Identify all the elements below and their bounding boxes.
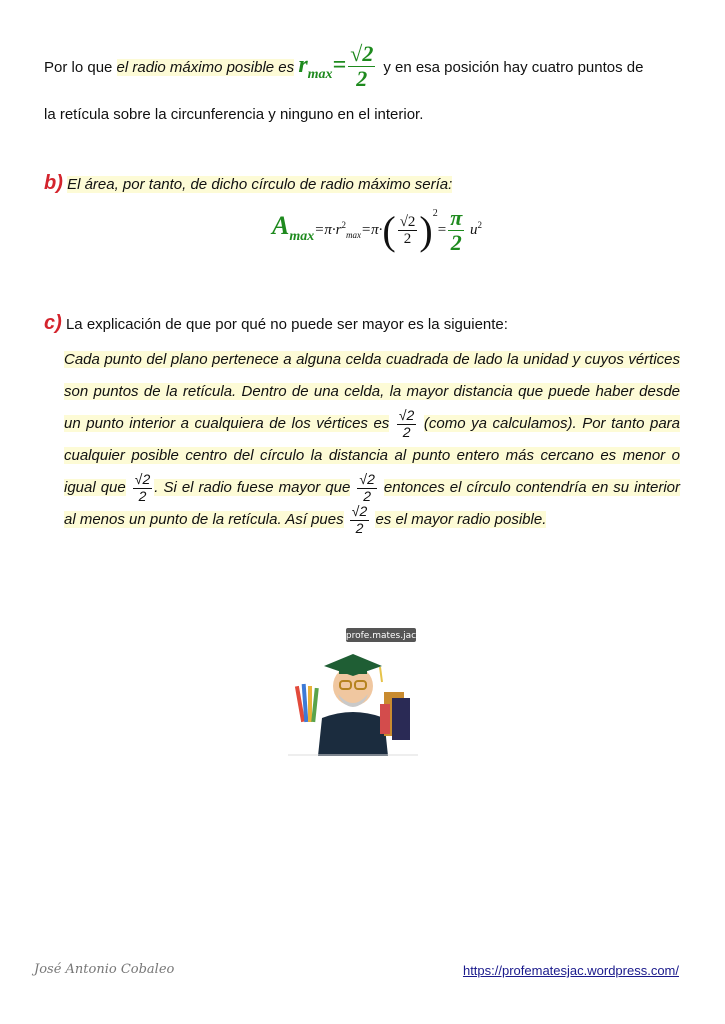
unit-sup: 2 bbox=[477, 220, 482, 231]
explanation-part-4: entonces el círculo contendría en su interior al menos un punto de la retícula. Así pues bbox=[64, 479, 681, 528]
formula-inner-fraction: $\frac{√2}{2}$ bbox=[399, 213, 416, 248]
pi-num: π bbox=[450, 205, 463, 230]
footer-link[interactable]: https://profematesjac.wordpress.com/ bbox=[462, 963, 679, 978]
area-formula: $A_{max}=\pi\cdot r^2_{max}=\pi\cdot$( $\frac{√2}{2}$ )$^2$= $\frac{\pi}{2}$ $u^2$ bbox=[272, 205, 482, 256]
part-b-letter: b) bbox=[44, 172, 63, 194]
formula-eq: = bbox=[437, 222, 447, 239]
r-subscript: max bbox=[307, 67, 333, 82]
area-subscript: max bbox=[289, 229, 315, 245]
formula-pi-2: =π· bbox=[360, 222, 383, 239]
equals-sign: = bbox=[332, 52, 347, 79]
sqrt2-over-2-fraction: $\frac{√2}{2}$ bbox=[351, 503, 368, 536]
explanation-paragraph bbox=[64, 344, 680, 536]
sqrt2-over-2-fraction: $\frac{√2}{2}$ bbox=[398, 407, 415, 440]
rmax-fraction: $\frac{√2}{2}$ bbox=[350, 41, 374, 92]
part-c-letter: c) bbox=[44, 312, 62, 334]
pi-fraction bbox=[448, 206, 464, 255]
rmax-formula bbox=[298, 41, 383, 92]
intro-suffix: y en esa posición hay cuatro puntos de bbox=[383, 59, 644, 77]
footer-author: José Antonio Cobaleo bbox=[34, 962, 175, 977]
formula-r-sup: 2 bbox=[341, 220, 346, 231]
sqrt2-over-2-fraction: $\frac{√2}{2}$ bbox=[359, 471, 375, 504]
books bbox=[380, 692, 410, 740]
part-c bbox=[44, 312, 508, 335]
unit: u bbox=[469, 222, 478, 239]
explanation-part-3: . Si el radio fuese mayor que bbox=[154, 479, 351, 496]
rmax-sqrt-num: 2 bbox=[362, 41, 374, 66]
explanation-part-1: Cada punto del plano pertenece a alguna celda cuadrada de lado la unidad y cuyos vértices son puntos de la retícula. Dentro de una celda, la mayor distancia que puede haber desde un punto interior a cualquiera de los vértices es bbox=[64, 351, 680, 432]
avatar-body bbox=[318, 712, 388, 756]
teacher-avatar-illustration bbox=[288, 626, 418, 756]
intro-line bbox=[44, 42, 684, 91]
pi-den: 2 bbox=[450, 230, 462, 256]
rmax-den: 2 bbox=[356, 66, 368, 92]
part-b-text: El área, por tanto, de dicho círculo de radio máximo sería: bbox=[67, 176, 453, 193]
intro-highlight: el radio máximo posible es bbox=[116, 59, 295, 77]
formula-outer-exp: 2 bbox=[432, 208, 438, 220]
r-symbol: r bbox=[298, 52, 308, 79]
area-symbol: $A_{max}$ bbox=[272, 211, 315, 245]
formula-sqrt-num: 2 bbox=[407, 213, 416, 230]
sqrt2-over-2-fraction: $\frac{√2}{2}$ bbox=[134, 471, 151, 504]
pencils bbox=[295, 684, 319, 722]
part-b bbox=[44, 172, 452, 195]
explanation-part-2: (como ya calculamos). Por tanto para cualquier posible centro del círculo la distancia al punto entero más cercano es menor o igual que bbox=[64, 415, 681, 496]
explanation-part-5: es el mayor radio posible. bbox=[375, 511, 547, 528]
formula-den: 2 bbox=[403, 231, 412, 248]
intro-prefix: Por lo que bbox=[44, 59, 117, 77]
formula-pi-r: =π·r bbox=[314, 222, 342, 239]
part-c-text: La explicación de que por qué no puede ser mayor es la siguiente: bbox=[65, 316, 508, 333]
intro-line-2: la retícula sobre la circunferencia y ninguno en el interior. bbox=[44, 106, 424, 123]
avatar-label: profe.mates.jac bbox=[345, 631, 417, 641]
formula-r-sub: max bbox=[345, 230, 361, 241]
